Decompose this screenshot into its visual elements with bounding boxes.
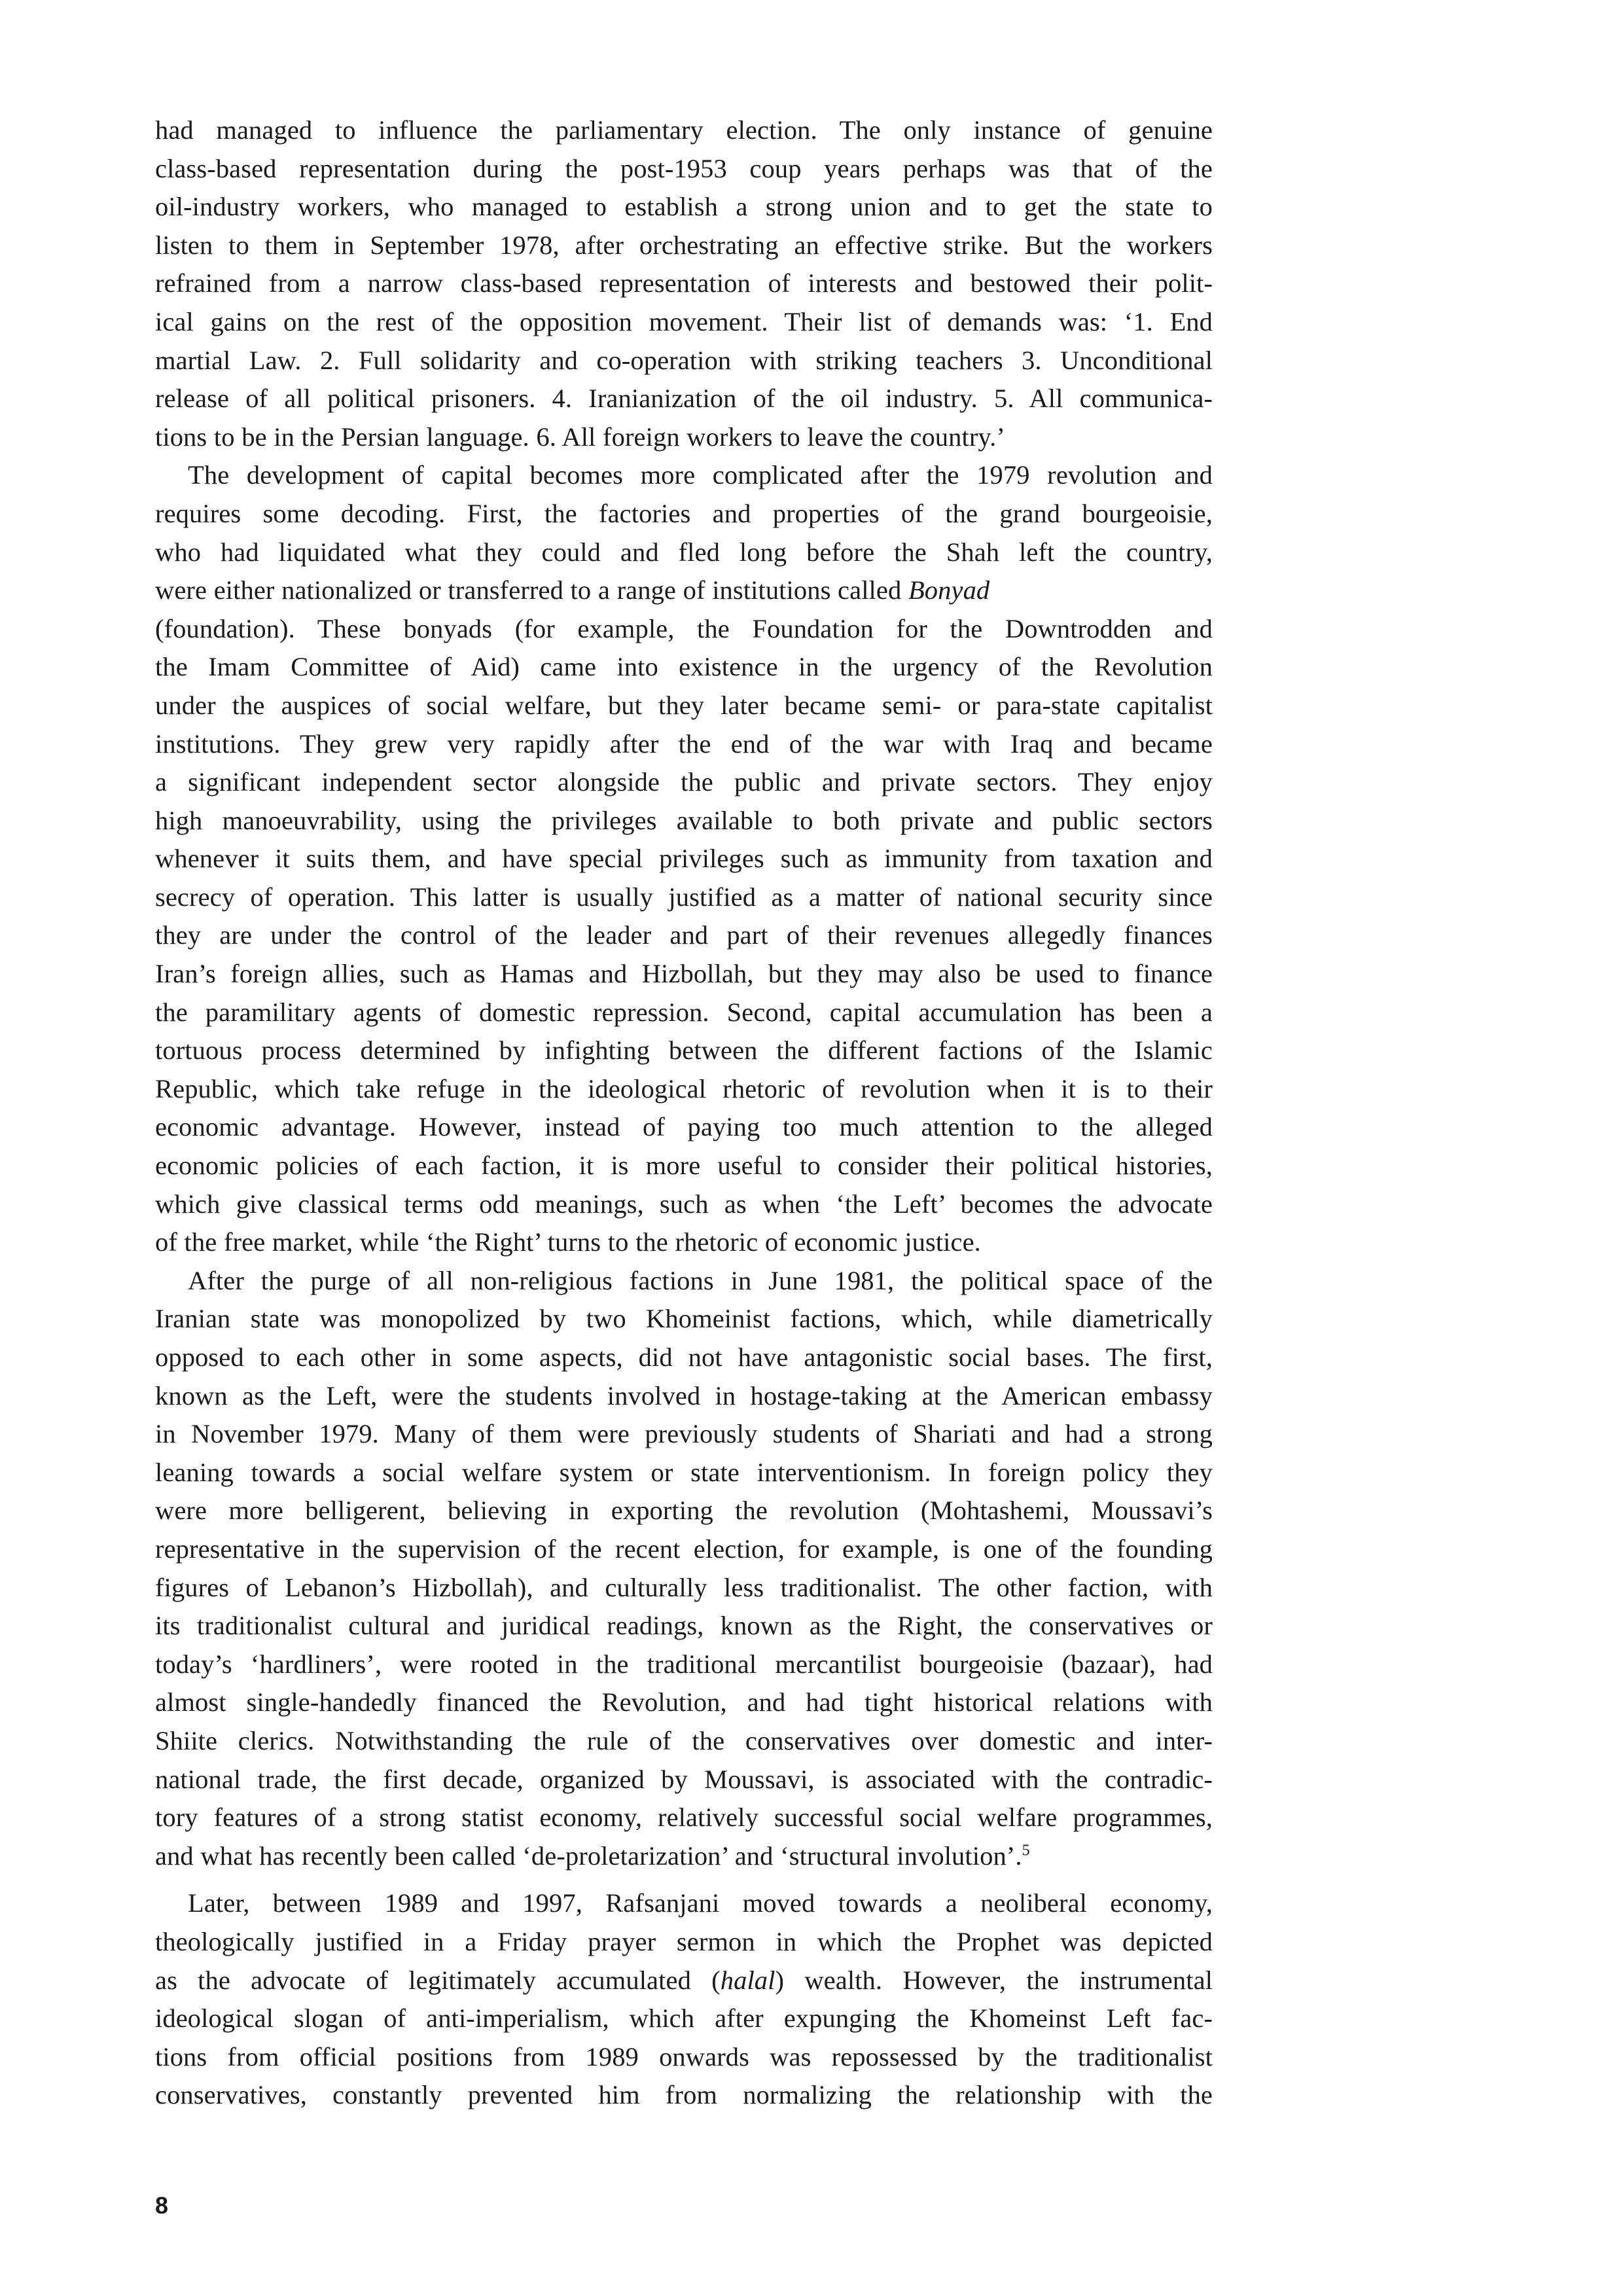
text-line: whenever it suits them, and have special privileges such as immunity from taxation and bbox=[155, 844, 1213, 874]
text-line: tortuous process determined by infighting between the different factions of the Islamic bbox=[155, 1035, 1213, 1066]
text-line: today’s ‘hardliners’, were rooted in the traditional mercantilist bourgeoisie (bazaar), had bbox=[155, 1649, 1213, 1679]
text-line: figures of Lebanon’s Hizbollah), and culturally less traditionalist. The other faction, with bbox=[155, 1572, 1213, 1602]
text-line: Iran’s foreign allies, such as Hamas and Hizbollah, but they may also be used to finance bbox=[155, 959, 1213, 989]
paragraph-4 bbox=[155, 1884, 1213, 2115]
text-line: Shiite clerics. Notwithstanding the rule of the conservatives over domestic and inter- bbox=[155, 1725, 1213, 1755]
text-line: under the auspices of social welfare, but they later became semi- or para-state capitalist bbox=[155, 690, 1213, 720]
text-line: release of all political prisoners. 4. Iranianization of the oil industry. 5. All communica- bbox=[155, 384, 1213, 414]
italic-term: Bonyad bbox=[908, 575, 990, 605]
text-line bbox=[155, 1962, 1213, 2000]
text-line: tory features of a strong statist economy, relatively successful social welfare programmes, bbox=[155, 1803, 1213, 1833]
text-line: oil-industry workers, who managed to establish a strong union and to get the state to bbox=[155, 192, 1213, 222]
text-line: the paramilitary agents of domestic repression. Second, capital accumulation has been a bbox=[155, 997, 1213, 1027]
italic-term: halal bbox=[720, 1965, 776, 1995]
text-line: institutions. They grew very rapidly after the end of the war with Iraq and became bbox=[155, 728, 1213, 759]
text-line-start: were either nationalized or transferred to a range of institutions called bbox=[155, 575, 908, 605]
text-line: had managed to influence the parliamentary election. The only instance of genuine bbox=[155, 115, 1213, 145]
paragraph-1 bbox=[155, 111, 1213, 456]
text-line bbox=[155, 1837, 1213, 1876]
paragraph-3 bbox=[155, 1262, 1213, 1876]
text-line-start: and what has recently been called ‘de-proletarization’ and ‘structural involution’. bbox=[155, 1840, 1022, 1871]
text-line: they are under the control of the leader and part of their revenues allegedly finances bbox=[155, 920, 1213, 950]
text-line: ical gains on the rest of the opposition movement. Their list of demands was: ‘1. End bbox=[155, 306, 1213, 336]
page-number: 8 bbox=[155, 2192, 169, 2219]
text-line-start: as the advocate of legitimately accumulated ( bbox=[155, 1965, 721, 1995]
text-line: requires some decoding. First, the factories and properties of the grand bourgeoisie, bbox=[155, 498, 1213, 528]
text-line: (foundation). These bonyads (for example, the Foundation for the Downtrodden and bbox=[155, 613, 1213, 643]
text-line: the Imam Committee of Aid) came into existence in the urgency of the Revolution bbox=[155, 652, 1213, 682]
text-line: Republic, which take refuge in the ideological rhetoric of revolution when it is to their bbox=[155, 1073, 1213, 1103]
text-line: economic policies of each faction, it is more useful to consider their political histories, bbox=[155, 1151, 1213, 1181]
text-line: representative in the supervision of the recent election, for example, is one of the founding bbox=[155, 1534, 1213, 1564]
text-line-end: ) wealth. However, the instrumental bbox=[775, 1965, 1213, 1995]
body-text bbox=[155, 111, 1213, 2115]
text-line: a significant independent sector alongside the public and private sectors. They enjoy bbox=[155, 767, 1213, 797]
text-line: tions to be in the Persian language. 6. All foreign workers to leave the country.’ bbox=[155, 422, 1005, 452]
text-line: theologically justified in a Friday prayer sermon in which the Prophet was depicted bbox=[155, 1926, 1213, 1956]
text-line: national trade, the first decade, organized by Moussavi, is associated with the contradic- bbox=[155, 1764, 1213, 1794]
text-line: tions from official positions from 1989 onwards was repossessed by the traditionalist bbox=[155, 2041, 1213, 2072]
text-line: who had liquidated what they could and fled long before the Shah left the country, bbox=[155, 537, 1213, 567]
paragraph-2 bbox=[155, 456, 1213, 1261]
text-line: Later, between 1989 and 1997, Rafsanjani moved towards a neoliberal economy, bbox=[188, 1888, 1213, 1918]
text-line: listen to them in September 1978, after orchestrating an effective strike. But the workers bbox=[155, 230, 1213, 260]
text-line: high manoeuvrability, using the privileges available to both private and public sectors bbox=[155, 805, 1213, 835]
text-line: known as the Left, were the students involved in hostage-taking at the American embassy bbox=[155, 1380, 1213, 1410]
text-line: almost single-handedly financed the Revolution, and had tight historical relations with bbox=[155, 1687, 1213, 1717]
text-line: its traditionalist cultural and juridical readings, known as the Right, the conservatives or bbox=[155, 1611, 1213, 1641]
text-line: opposed to each other in some aspects, did not have antagonistic social bases. The first, bbox=[155, 1342, 1213, 1372]
text-line: leaning towards a social welfare system or state interventionism. In foreign policy they bbox=[155, 1457, 1213, 1487]
text-line: secrecy of operation. This latter is usually justified as a matter of national security since bbox=[155, 882, 1213, 912]
text-line: refrained from a narrow class-based representation of interests and bestowed their polit- bbox=[155, 268, 1213, 298]
text-line: which give classical terms odd meanings, such as when ‘the Left’ becomes the advocate bbox=[155, 1189, 1213, 1219]
text-line: in November 1979. Many of them were previously students of Shariati and had a strong bbox=[155, 1419, 1213, 1449]
text-line: of the free market, while ‘the Right’ turns to the rhetoric of economic justice. bbox=[155, 1227, 981, 1257]
text-line: The development of capital becomes more complicated after the 1979 revolution and bbox=[188, 460, 1213, 490]
text-line: Iranian state was monopolized by two Khomeinist factions, which, while diametrically bbox=[155, 1304, 1213, 1334]
text-line: were more belligerent, believing in exporting the revolution (Mohtashemi, Moussavi’s bbox=[155, 1496, 1213, 1526]
text-line: After the purge of all non-religious factions in June 1981, the political space of the bbox=[188, 1265, 1213, 1295]
text-line: martial Law. 2. Full solidarity and co-operation with striking teachers 3. Unconditional bbox=[155, 345, 1213, 375]
text-line bbox=[155, 571, 1213, 610]
text-line: economic advantage. However, instead of paying too much attention to the alleged bbox=[155, 1112, 1213, 1142]
text-line: conservatives, constantly prevented him from normalizing the relationship with the bbox=[155, 2080, 1213, 2110]
text-line: ideological slogan of anti-imperialism, which after expunging the Khomeinst Left fac- bbox=[155, 2003, 1213, 2034]
text-line: class-based representation during the post-1953 coup years perhaps was that of the bbox=[155, 153, 1213, 183]
footnote-marker: 5 bbox=[1022, 1842, 1030, 1859]
